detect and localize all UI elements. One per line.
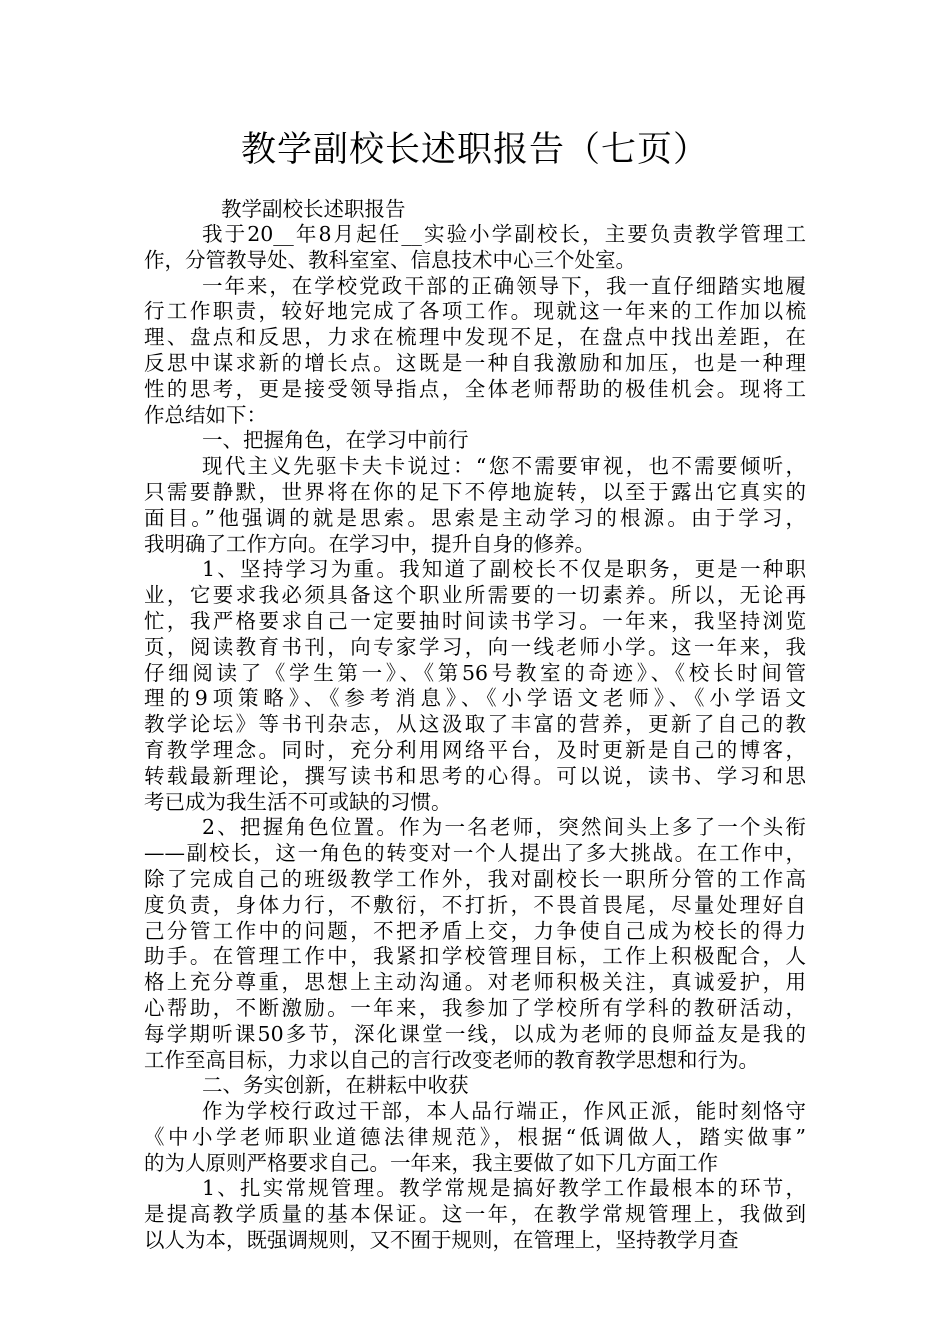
paragraph: [144, 815, 806, 1073]
paragraph-line: 我于20__年8月起任__实验小学副校长，主要负责教学管理工: [202, 222, 806, 246]
paragraph: [144, 1176, 806, 1253]
paragraph-line: 格上充分尊重，思想上主动沟通。对老师积极关注，真诚爱护，用: [144, 970, 806, 995]
paragraph-line: 《中小学老师职业道德法律规范》，根据“低调做人，踏实做事”: [144, 1124, 806, 1149]
paragraph-line: 业，它要求我必须具备这个职业所需要的一切素养。所以，无论再: [144, 583, 806, 608]
paragraph-line: 二、务实创新，在耕耘中收获: [202, 1073, 469, 1098]
paragraph-line: ——副校长，这一角色的转变对一个人提出了多大挑战。在工作中，: [144, 841, 806, 866]
paragraph: [144, 454, 806, 557]
paragraph-line: 作，分管教导处、教科室室、信息技术中心三个处室。: [144, 247, 636, 272]
paragraph: [144, 557, 806, 815]
paragraph-line: 忙，我严格要求自己一定要抽时间读书学习。一年来，我坚持浏览: [144, 608, 806, 633]
paragraph-line: 除了完成自己的班级教学工作外，我对副校长一职所分管的工作高: [144, 866, 806, 891]
paragraph-line: 工作至高目标，力求以自己的言行改变老师的教育教学思想和行为。: [144, 1047, 759, 1072]
paragraph-line: 面目。”他强调的就是思索。思索是主动学习的根源。由于学习，: [144, 505, 806, 530]
paragraph-line: 行工作职责，较好地完成了各项工作。现就这一年来的工作加以梳: [144, 299, 806, 324]
paragraph-line: 助手。在管理工作中，我紧扣学校管理目标，工作上积极配合，人: [144, 944, 806, 969]
paragraph: [144, 428, 806, 454]
paragraph-line: 2、把握角色位置。作为一名老师，突然间头上多了一个头衔: [202, 815, 806, 840]
paragraph-line: 教学论坛》等书刊杂志，从这汲取了丰富的营养，更新了自己的教: [144, 712, 806, 737]
paragraph-line: 作为学校行政过干部，本人品行端正，作风正派，能时刻恪守: [202, 1099, 806, 1124]
paragraph-line: 度负责，身体力行，不敷衍，不打折，不畏首畏尾，尽量处理好自: [144, 892, 806, 917]
paragraph-line: 反思中谋求新的增长点。这既是一种自我激励和加压，也是一种理: [144, 350, 806, 375]
paragraph-line: 理、盘点和反思，力求在梳理中发现不足，在盘点中找出差距，在: [144, 325, 806, 350]
paragraph-line: 现代主义先驱卡夫卡说过：“您不需要审视，也不需要倾听，: [202, 454, 806, 479]
paragraph-line: 作总结如下：: [144, 402, 267, 427]
document-subtitle: 教学副校长述职报告: [221, 197, 406, 221]
paragraph-line: 育教学理念。同时，充分利用网络平台，及时更新是自己的博客，: [144, 737, 806, 762]
paragraph-line: 一年来，在学校党政干部的正确领导下，我一直仔细踏实地履: [202, 273, 806, 298]
paragraph-line: 理的9项策略》、《参考消息》、《小学语文老师》、《小学语文: [144, 686, 806, 711]
paragraph-line: 仔细阅读了《学生第一》、《第56号教室的奇迹》、《校长时间管: [144, 660, 806, 685]
paragraph-line: 己分管工作中的问题，不把矛盾上交，力争使自己成为校长的得力: [144, 918, 806, 943]
paragraph: [144, 1073, 806, 1099]
paragraph-line: 的为人原则严格要求自己。一年来，我主要做了如下几方面工作: [144, 1150, 718, 1175]
paragraph-line: 我明确了工作方向。在学习中，提升自身的修养。: [144, 531, 595, 556]
paragraph-line: 只需要静默，世界将在你的足下不停地旋转，以至于露出它真实的: [144, 479, 806, 504]
document-body: [144, 196, 806, 1254]
paragraph-line: 每学期听课50多节，深化课堂一线，以成为老师的良师益友是我的: [144, 1021, 806, 1046]
paragraph-line: 1、扎实常规管理。教学常规是搞好教学工作最根本的环节，: [202, 1176, 806, 1201]
paragraph-line: 心帮助，不断激励。一年来，我参加了学校所有学科的教研活动，: [144, 995, 806, 1020]
paragraph: [144, 274, 806, 429]
paragraph: [144, 1099, 806, 1176]
paragraph: [144, 222, 806, 274]
paragraph-line: 转载最新理论，撰写读书和思考的心得。可以说，读书、学习和思: [144, 763, 806, 788]
paragraph-line: 1、坚持学习为重。我知道了副校长不仅是职务，更是一种职: [202, 557, 806, 582]
document-title: 教学副校长述职报告（七页）: [240, 130, 709, 170]
paragraph-line: 考已成为我生活不可或缺的习惯。: [144, 789, 452, 814]
paragraph-line: 一、把握角色，在学习中前行: [202, 428, 469, 453]
paragraph-line: 页，阅读教育书刊，向专家学习，向一线老师小学。这一年来，我: [144, 634, 806, 659]
paragraph-line: 性的思考，更是接受领导指点，全体老师帮助的极佳机会。现将工: [144, 376, 806, 401]
paragraph-line: 是提高教学质量的基本保证。这一年，在教学常规管理上，我做到: [144, 1202, 806, 1227]
paragraph-line: 以人为本，既强调规则，又不囿于规则，在管理上，坚持教学月查: [144, 1228, 739, 1253]
